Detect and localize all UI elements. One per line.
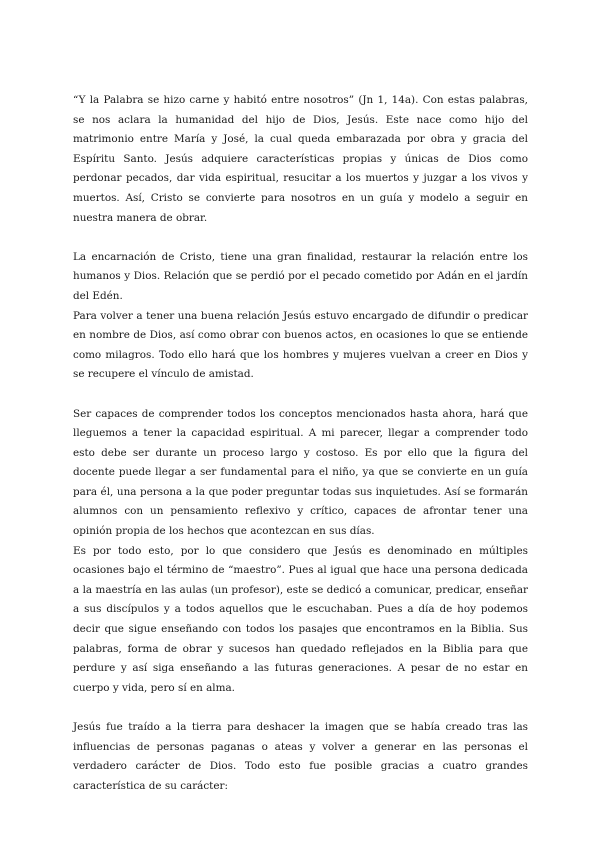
paragraph-spacer xyxy=(73,698,528,718)
paragraph-6: Jesús fue traído a la tierra para deshacer la imagen que se había creado tras las influencias de personas paganas o ateas y volver a generar en las personas el verdadero carácter de Dios. Todo esto fue posible gracias a cuatro grandes característica de su carácter: xyxy=(73,721,528,792)
paragraph-5: Es por todo esto, por lo que considero que Jesús es denominado en múltiples ocasiones bajo el término de “maestro”. Pues al igual que hace una persona dedicada a la maestría en las aulas (un profesor), este se dedicó a comunicar, predicar, enseñar a sus discípulos y a todos aquellos que le escuchaban. Pues a día de hoy podemos decir que sigue enseñando con todos los pasajes que encontramos en la Biblia. Sus palabras, forma de obrar y sucesos han quedado reflejados en la Biblia para que perdure y así siga enseñando a las futuras generaciones. A pesar de no estar en cuerpo y vida, pero sí en alma. xyxy=(73,544,528,694)
paragraph-4: Ser capaces de comprender todos los conceptos mencionados hasta ahora, hará que lleguemos a tener la capacidad espiritual. A mi parecer, llegar a comprender todo esto debe ser durante un proceso largo y costoso. Es por ello que la figura del docente puede llegar a ser fundamental para el niño, ya que se convierte en un guía para él, una persona a la que poder preguntar todas sus inquietudes. Así se formarán alumnos con un pensamiento reflexivo y crítico, capaces de afrontar tener una opinión propia de los hechos que acontezcan en sus días. xyxy=(73,407,528,538)
paragraph-1: “Y la Palabra se hizo carne y habitó entre nosotros” (Jn 1, 14a). Con estas palabras, se nos aclara la humanidad del hijo de Dios, Jesús. Este nace como hijo del matrimonio entre María y José, la cual queda embarazada por obra y gracia del Espíritu Santo. Jesús adquiere características propias y únicas de Dios como perdonar pecados, dar vida espiritual, resucitar a los muertos y juzgar a los vivos y muertos. Así, Cristo se convierte para nosotros en un guía y modelo a seguir en nuestra manera de obrar. xyxy=(73,94,528,224)
paragraph-spacer xyxy=(73,385,528,405)
paragraph-3: Para volver a tener una buena relación Jesús estuvo encargado de difundir o predicar en nombre de Dios, así como obrar con buenos actos, en ocasiones lo que se entiende como milagros. Todo ello hará que los hombres y mujeres vuelvan a creer en Dios y se recupere el vínculo de amistad. xyxy=(73,309,528,381)
document-body xyxy=(73,91,528,796)
paragraph-spacer xyxy=(73,228,528,248)
paragraph-2: La encarnación de Cristo, tiene una gran finalidad, restaurar la relación entre los humanos y Dios. Relación que se perdió por el pecado cometido por Adán en el jardín del Edén. xyxy=(73,250,528,302)
